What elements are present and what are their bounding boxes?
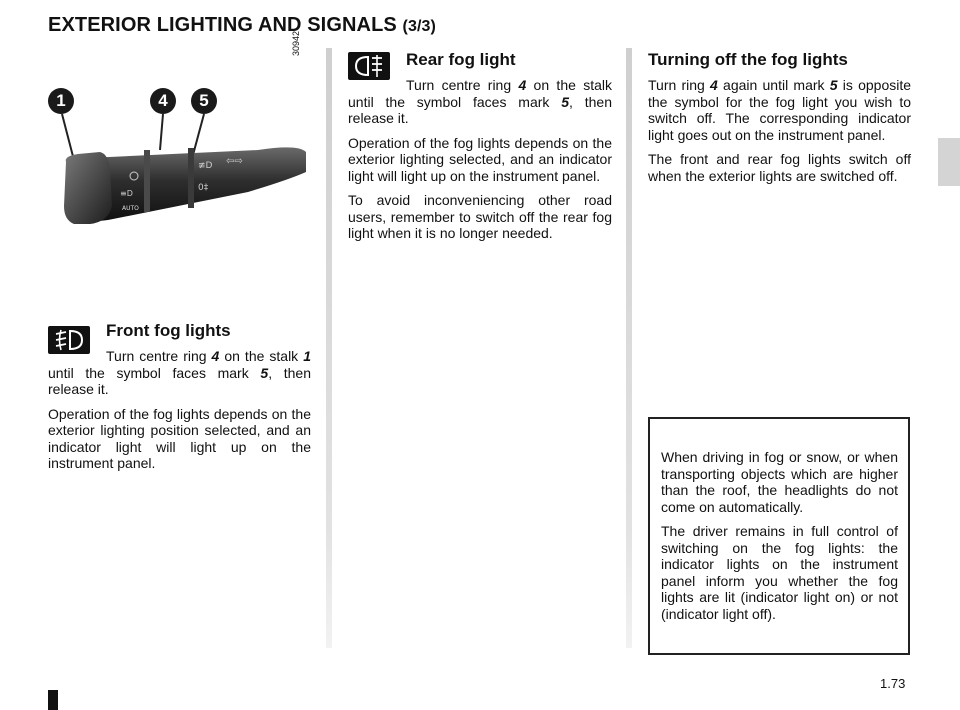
front-fog-paragraph-1 [48,348,311,398]
stalk-auto-label: AUTO [122,205,139,212]
turning-off-paragraph-1 [648,77,911,143]
rear-fog-paragraph-3: To avoid inconveniencing other road users, remember to switch off the rear fog light when it is no longer needed. [348,192,612,241]
text-run: again until mark [717,77,830,93]
turning-off-heading: Turning off the fog lights [648,50,848,69]
front-fog-heading: Front fog lights [106,321,231,340]
stalk-ref: 1 [303,348,311,364]
ring-ref: 4 [710,77,718,93]
svg-text:≡D: ≡D [120,189,133,198]
title-part: (3/3) [402,18,436,35]
rear-fog-paragraph-2: Operation of the fog lights depends on the exterior lighting selected, and an indicator light will light up on the instrument panel. [348,134,612,184]
text-run: Turn ring [648,77,711,93]
svg-text:≢D: ≢D [198,161,213,171]
column-divider-right [626,48,632,648]
light-stalk-illustration [48,110,308,235]
text-run: is opposite the symbol for the fog light you wish to switch off. The corresponding indicator light goes out on the instrument panel. [648,77,912,143]
page-title [48,14,436,37]
section-tab [938,138,960,186]
ring-ref: 4 [211,348,220,364]
turning-off-paragraph-2: The front and rear fog lights switch off when the exterior lights are switched off. [648,151,911,184]
turning-off-section [648,77,911,192]
rear-fog-icon [348,52,390,80]
rear-fog-paragraph-1 [348,77,612,127]
note-paragraph-2: The driver remains in full control of switching on the fog lights: the indicator lights on the instrument panel inform you whether the fog lights are lit (indicator light on) or not (indicator light off). [661,523,898,622]
mark-ref: 5 [260,364,269,381]
front-fog-paragraph-2: Operation of the fog lights depends on the exterior lighting position selected, and an indicator light will light up on the instrument panel. [48,405,311,471]
svg-text:⇦⇨: ⇦⇨ [226,156,243,167]
rear-fog-heading: Rear fog light [406,50,516,69]
page-number: 1.73 [880,676,906,691]
mark-ref: 5 [829,77,838,93]
text-run: Turn centre ring [406,77,519,93]
mark-ref: 5 [561,93,570,110]
front-fog-section [48,348,311,480]
text-run: , then release it. [48,364,311,397]
bottom-edge-mark [48,690,58,710]
rear-fog-section [348,77,612,250]
note-paragraph-1: When driving in fog or snow, or when transporting objects which are higher than the roof, the headlights do not come on automatically. [661,449,898,515]
title-text: EXTERIOR LIGHTING AND SIGNALS [48,14,397,36]
ring-ref: 4 [518,77,527,93]
text-run: until the symbol faces mark [48,364,261,381]
text-run: on the stalk [219,348,304,364]
text-run: Turn centre ring [106,348,212,364]
column-divider-left [326,48,332,648]
callout-5: 5 [191,88,217,114]
svg-text:0‡: 0‡ [198,183,209,193]
callout-4: 4 [150,88,176,114]
text-run: , then release it. [348,93,613,126]
figure-code: 30942 [291,30,301,56]
text-run: on the stalk until the symbol faces mark [348,77,612,110]
info-note-box [648,417,910,655]
callout-1: 1 [48,88,74,114]
